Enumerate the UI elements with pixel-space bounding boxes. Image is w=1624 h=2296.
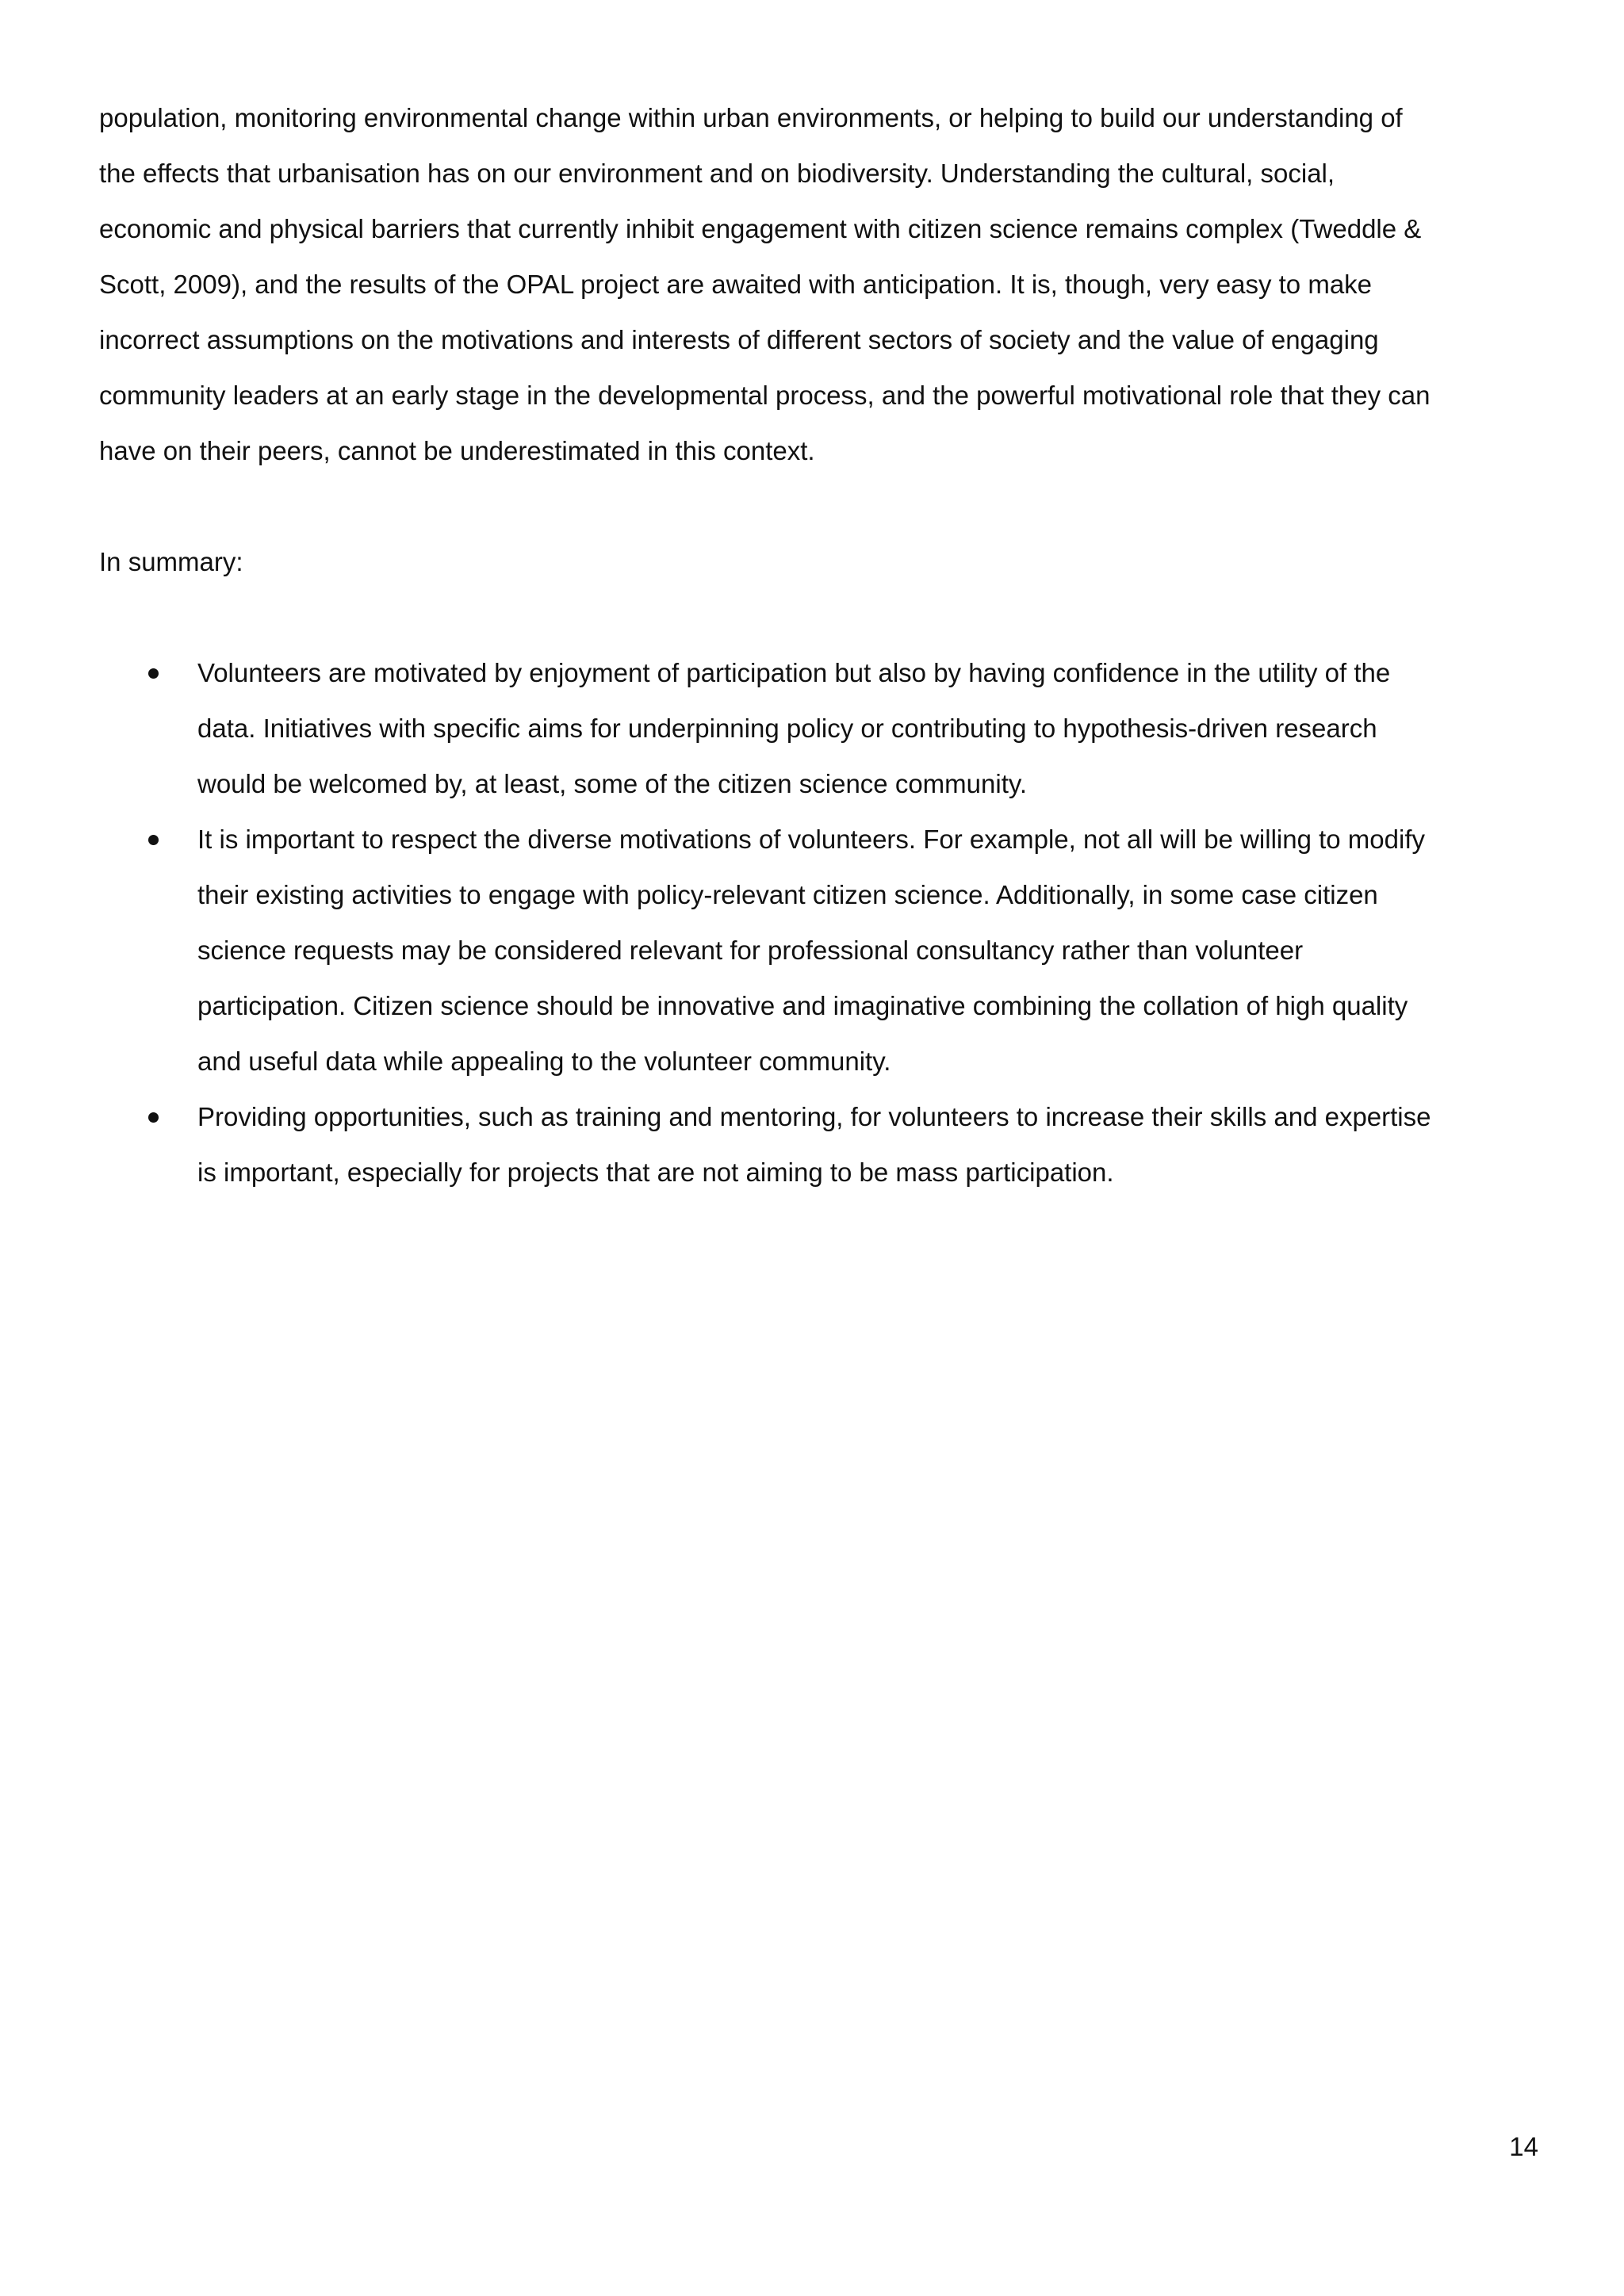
paragraph-line: economic and physical barriers that currently inhibit engagement with citizen science remains complex (Tweddle & (99, 214, 1422, 243)
list-item (99, 1089, 1546, 1200)
list-item-line: data. Initiatives with specific aims for underpinning policy or contributing to hypothesis-driven research (197, 714, 1377, 743)
list-item-line: and useful data while appealing to the volunteer community. (197, 1047, 891, 1076)
list-item-line: participation. Citizen science should be innovative and imaginative combining the collation of high quality (197, 991, 1408, 1020)
paragraph-line: have on their peers, cannot be underestimated in this context. (99, 436, 815, 465)
paragraph-line: community leaders at an early stage in the developmental process, and the powerful motivational role that they can (99, 381, 1431, 410)
list-item-line: is important, especially for projects that are not aiming to be mass participation. (197, 1158, 1114, 1187)
list-item-line: Providing opportunities, such as training and mentoring, for volunteers to increase their skills and expertise (197, 1102, 1431, 1131)
summary-heading-text: In summary: (99, 547, 243, 576)
paragraph-line: incorrect assumptions on the motivations and interests of different sectors of society and the value of engaging (99, 325, 1379, 354)
paragraph-line: Scott, 2009), and the results of the OPAL project are awaited with anticipation. It is, though, very easy to make (99, 270, 1373, 299)
list-item (99, 812, 1546, 1089)
list-item-line: It is important to respect the diverse motivations of volunteers. For example, not all will be willing to modify (197, 825, 1426, 854)
page-number: 14 (1509, 2132, 1538, 2161)
list-item-line: science requests may be considered relevant for professional consultancy rather than volunteer (197, 936, 1304, 965)
bullet-icon (148, 835, 159, 845)
intro-paragraph (99, 90, 1546, 479)
summary-bullet-list (99, 645, 1546, 1200)
paragraph-line: population, monitoring environmental change within urban environments, or helping to build our understanding of (99, 103, 1403, 132)
list-item-line: Volunteers are motivated by enjoyment of participation but also by having confidence in the utility of the (197, 658, 1391, 687)
bullet-icon (148, 1112, 159, 1123)
list-item-line: their existing activities to engage with policy-relevant citizen science. Additionally, in some case citizen (197, 880, 1378, 909)
list-item (99, 645, 1546, 812)
list-item-line: would be welcomed by, at least, some of the citizen science community. (197, 769, 1028, 798)
paragraph-line: the effects that urbanisation has on our environment and on biodiversity. Understanding the cultural, social, (99, 159, 1335, 188)
summary-heading (99, 534, 1546, 590)
bullet-icon (148, 668, 159, 679)
